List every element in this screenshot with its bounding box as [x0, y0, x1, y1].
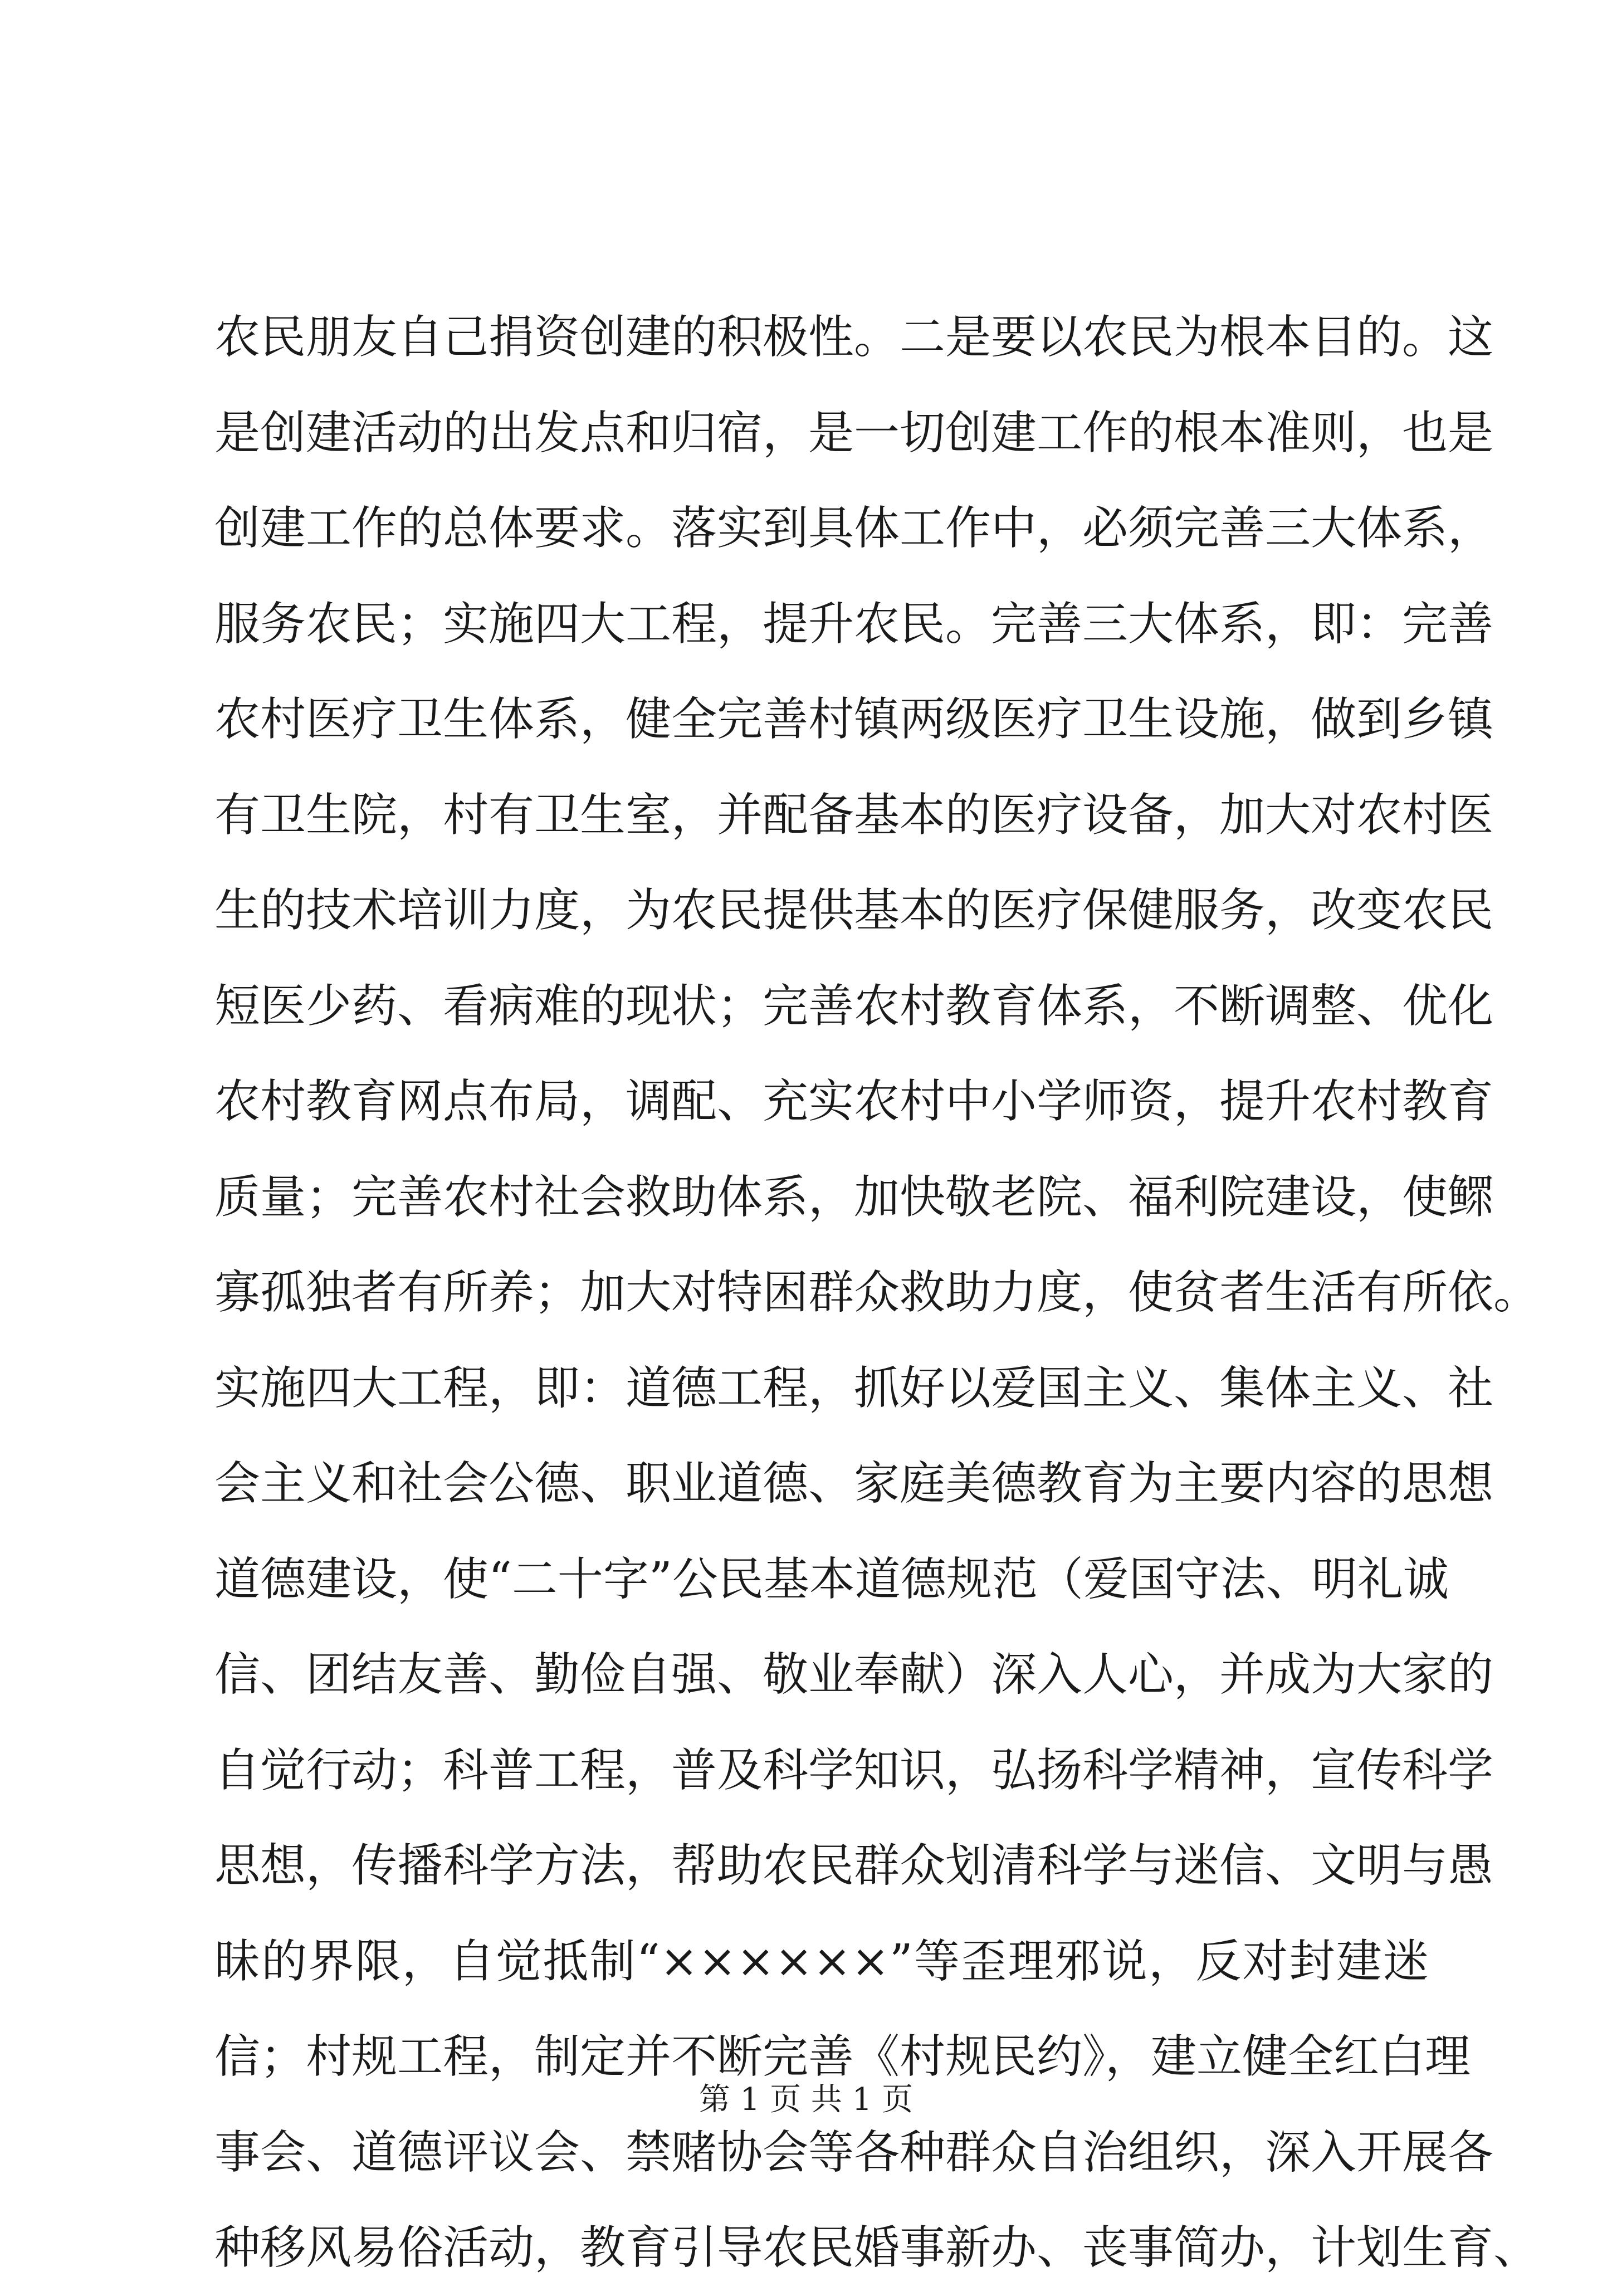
- text-line-9: 农村教育网点布局，调配、充实农村中小学师资，提升农村教育: [214, 1075, 1494, 1128]
- page-number-footer: 第 1 页 共 1 页: [698, 2082, 914, 2118]
- text-line-8: 短医少药、看病难的现状；完善农村教育体系，不断调整、优化: [214, 979, 1494, 1033]
- text-line-17: 思想，传播科学方法，帮助农民群众划清科学与迷信、文明与愚: [214, 1839, 1494, 1892]
- text-line-12: 实施四大工程，即：道德工程，抓好以爱国主义、集体主义、社: [214, 1361, 1494, 1415]
- text-line-18: 昧的界限，自觉抵制“××××××”等歪理邪说，反对封建迷: [214, 1934, 1429, 1988]
- text-line-6: 有卫生院，村有卫生室，并配备基本的医疗设备，加大对农村医: [214, 788, 1494, 842]
- text-line-1: 农民朋友自己捐资创建的积极性。二是要以农民为根本目的。这: [214, 311, 1494, 364]
- text-line-5: 农村医疗卫生体系，健全完善村镇两级医疗卫生设施，做到乡镇: [214, 693, 1494, 746]
- text-line-10: 质量；完善农村社会救助体系，加快敬老院、福利院建设，使鳏: [214, 1170, 1494, 1224]
- text-line-4: 服务农民；实施四大工程，提升农民。完善三大体系，即：完善: [214, 597, 1494, 651]
- text-line-11: 寡孤独者有所养；加大对特困群众救助力度，使贫者生活有所依。: [214, 1266, 1540, 1319]
- text-line-19: 信；村规工程，制定并不断完善《村规民约》，建立健全红白理: [214, 2030, 1471, 2083]
- text-line-3: 创建工作的总体要求。落实到具体工作中，必须完善三大体系，: [214, 502, 1494, 555]
- body-text: [214, 290, 1540, 2296]
- text-line-21: 种移风易俗活动，教育引导农民婚事新办、丧事简办，计划生育、: [214, 2221, 1540, 2274]
- text-line-2: 是创建活动的出发点和归宿，是一切创建工作的根本准则，也是: [214, 406, 1494, 460]
- text-line-15: 信、团结友善、勤俭自强、敬业奉献）深入人心，并成为大家的: [214, 1648, 1494, 1701]
- text-line-14: 道德建设，使“二十字”公民基本道德规范（爱国守法、明礼诚: [214, 1552, 1449, 1606]
- text-line-16: 自觉行动；科普工程，普及科学知识，弘扬科学精神，宣传科学: [214, 1743, 1494, 1797]
- text-line-20: 事会、道德评议会、禁赌协会等各种群众自治组织，深入开展各: [214, 2126, 1494, 2179]
- text-line-13: 会主义和社会公德、职业道德、家庭美德教育为主要内容的思想: [214, 1457, 1494, 1510]
- text-line-7: 生的技术培训力度，为农民提供基本的医疗保健服务，改变农民: [214, 884, 1494, 937]
